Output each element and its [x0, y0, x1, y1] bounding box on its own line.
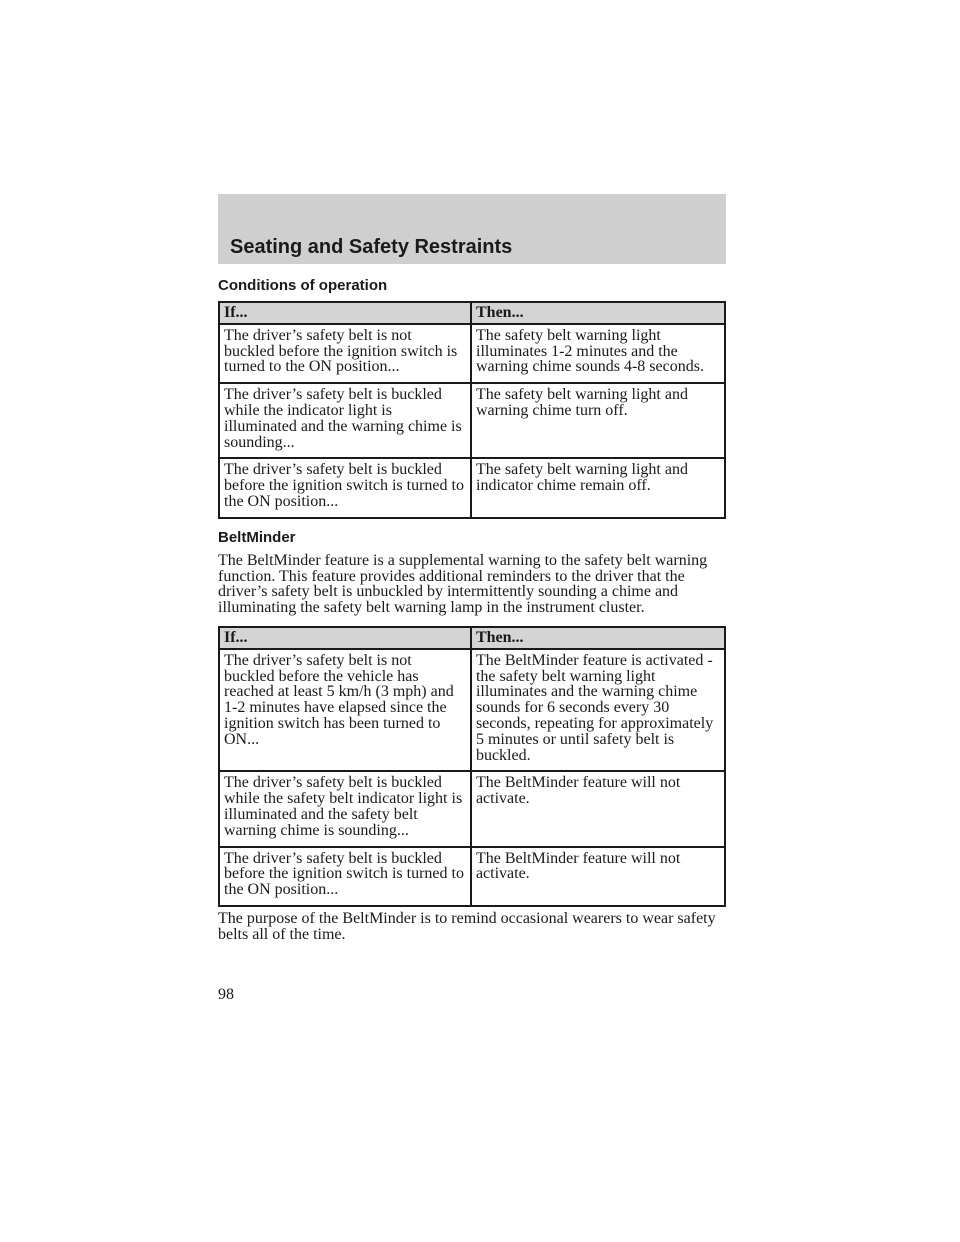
then-cell: The safety belt warning light and warning chime turn off. [471, 383, 725, 458]
then-cell: The safety belt warning light illuminates 1-2 minutes and the warning chime sounds 4-8 seconds. [471, 324, 725, 383]
if-cell: The driver’s safety belt is not buckled before the vehicle has reached at least 5 km/h (3 mph) and 1-2 minutes have elapsed since the ignition switch has been turned to ON... [219, 649, 471, 772]
table-header-row [219, 302, 725, 324]
section-title: Seating and Safety Restraints [230, 236, 513, 258]
table-row [219, 324, 725, 383]
then-cell: The BeltMinder feature is activated - the safety belt warning light illuminates and the warning chime sounds for 6 seconds every 30 seconds, repeating for approximately 5 minutes or until safety belt is buckled. [471, 649, 725, 772]
table-row [219, 649, 725, 772]
then-column-header: Then... [471, 302, 725, 324]
page-number: 98 [218, 986, 234, 1003]
beltminder-intro: The BeltMinder feature is a supplemental warning to the safety belt warning function. This feature provides additional reminders to the driver that the driver’s safety belt is unbuckled by intermittently sounding a chime and illuminating the safety belt warning lamp in the instrument cluster. [218, 551, 708, 617]
beltminder-closing: The purpose of the BeltMinder is to remind occasional wearers to wear safety belts all of the time. [218, 909, 716, 943]
conditions-heading: Conditions of operation [218, 277, 388, 294]
conditions-table [218, 301, 726, 519]
if-cell: The driver’s safety belt is buckled while the safety belt indicator light is illuminated and the safety belt warning chime is sounding... [219, 771, 471, 846]
if-cell: The driver’s safety belt is not buckled before the ignition switch is turned to the ON position... [219, 324, 471, 383]
if-cell: The driver’s safety belt is buckled while the indicator light is illuminated and the warning chime is sounding... [219, 383, 471, 458]
table-row [219, 458, 725, 517]
beltminder-heading: BeltMinder [218, 528, 296, 546]
then-cell: The safety belt warning light and indicator chime remain off. [471, 458, 725, 517]
table-row [219, 383, 725, 458]
if-column-header: If... [219, 627, 471, 649]
then-cell: The BeltMinder feature will not activate. [471, 771, 725, 846]
then-cell: The BeltMinder feature will not activate. [471, 847, 725, 906]
beltminder-table [218, 626, 726, 907]
if-cell: The driver’s safety belt is buckled before the ignition switch is turned to the ON position... [219, 458, 471, 517]
if-cell: The driver’s safety belt is buckled before the ignition switch is turned to the ON position... [219, 847, 471, 906]
table-header-row [219, 627, 725, 649]
table-row [219, 771, 725, 846]
then-column-header: Then... [471, 627, 725, 649]
section-header-band [218, 194, 726, 264]
if-column-header: If... [219, 302, 471, 324]
page-content [218, 277, 726, 943]
table-row [219, 847, 725, 906]
